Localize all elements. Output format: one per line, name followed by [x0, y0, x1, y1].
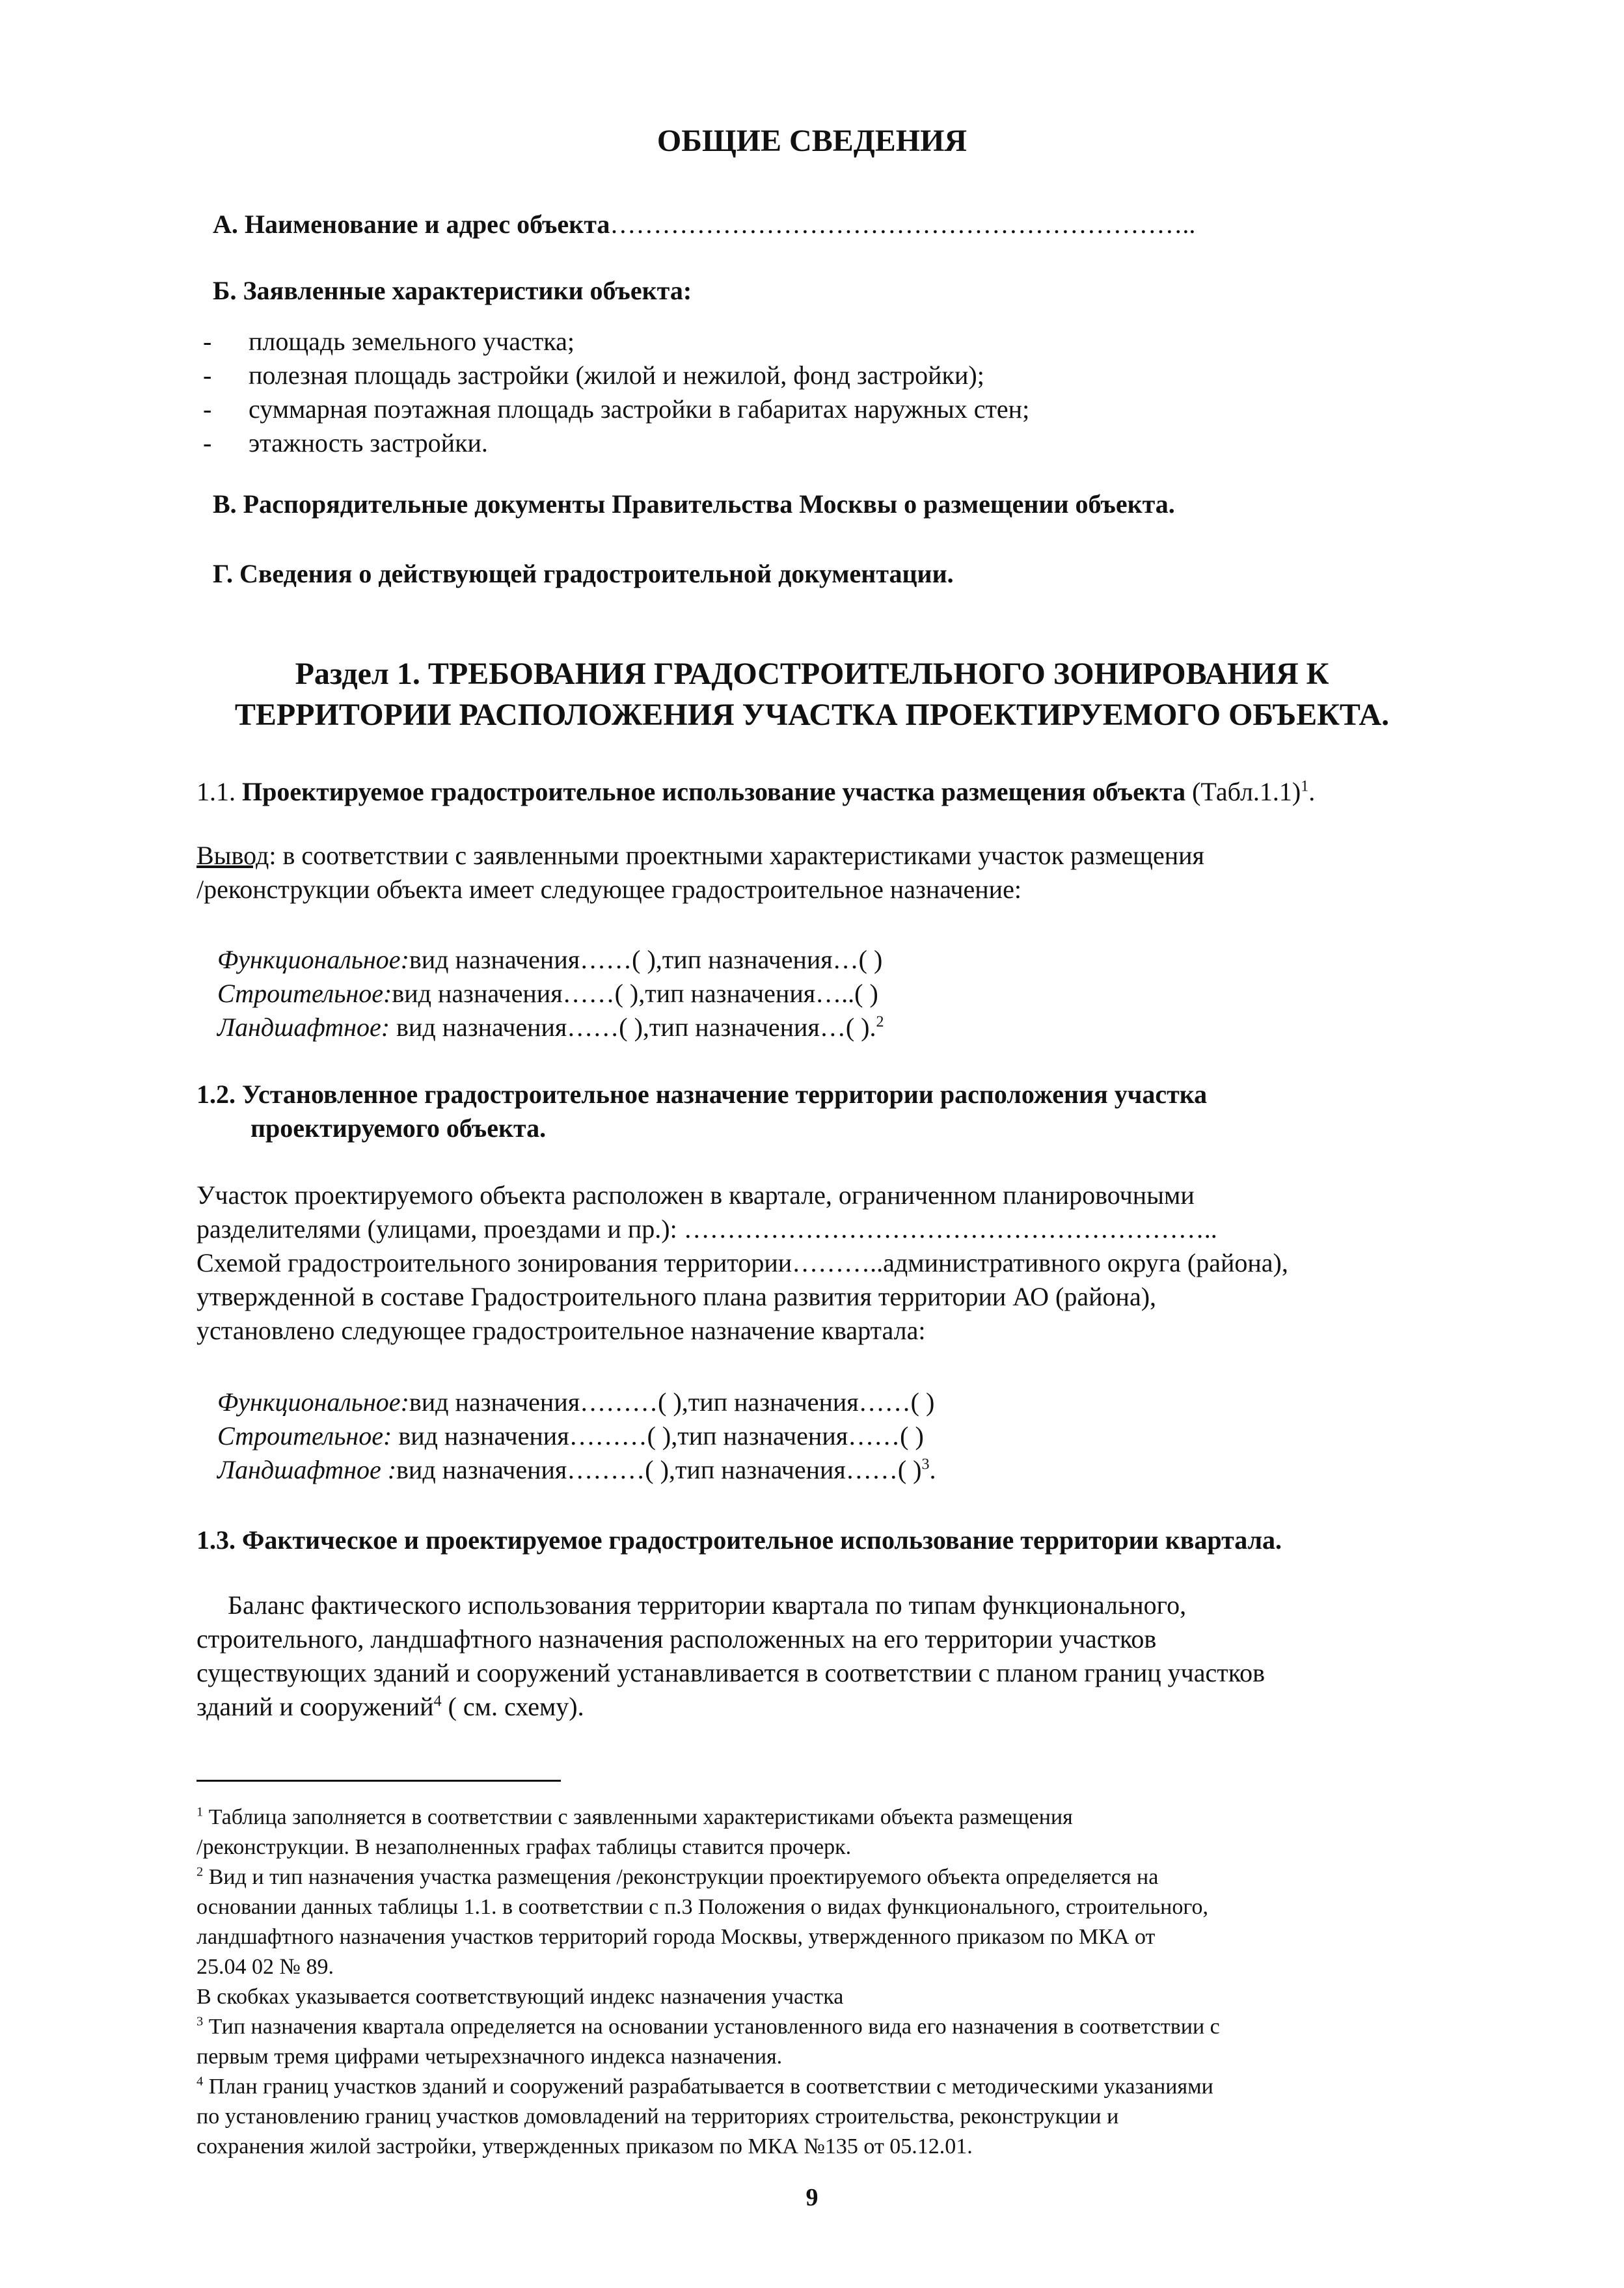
item-b-list-item: - суммарная поэтажная площадь застройки в габаритах наружных стен;	[203, 394, 1030, 424]
s13-paragraph-line: существующих зданий и сооружений устанавливается в соответствии с планом границ участков	[196, 1658, 1265, 1687]
conclusion-line2: /реконструкции объекта имеет следующее градостроительное назначение:	[196, 875, 1022, 904]
subsection-1-1-heading: 1.1. Проектируемое градостроительное использование участка размещения объекта (Табл.1.1)$^1$.	[196, 777, 1316, 806]
footnote-2-line: основании данных таблицы 1.1. в соответствии с п.3 Положения о видах функционального, строительного,	[196, 1895, 1208, 1919]
s12-row-construction: Строительное: вид назначения………( ),тип назначения……( )	[217, 1421, 924, 1450]
item-g: Г. Сведения о действующей градостроительной документации.	[213, 559, 954, 588]
s12-paragraph-line: установлено следующее градостроительное назначение квартала:	[196, 1316, 926, 1345]
page-title: ОБЩИЕ СВЕДЕНИЯ	[656, 124, 968, 158]
section-1-title-line2: ТЕРРИТОРИИ РАСПОЛОЖЕНИЯ УЧАСТКА ПРОЕКТИРУЕМОГО ОБЪЕКТА.	[234, 698, 1390, 732]
item-a-label: А. Наименование и адрес объекта	[213, 210, 610, 239]
s11-row-functional: Функциональное:вид назначения……( ),тип назначения…( )	[217, 945, 883, 974]
footnote-3-line: $^3$ Тип назначения квартала определяется на основании установленного вида его назначения в соответствии с	[196, 2014, 1220, 2039]
footnote-2-line: $^2$ Вид и тип назначения участка размещения /реконструкции проектируемого объекта определяется на	[196, 1864, 1159, 1889]
footnote-2-line: В скобках указывается соответствующий индекс назначения участка	[196, 1985, 844, 2009]
item-a	[213, 207, 1195, 242]
s11-row-landscape: Ландшафтное: вид назначения……( ),тип назначения…( ).$^2$	[217, 1013, 884, 1042]
footnote-4-line: сохранения жилой застройки, утвержденных приказом по МКА №135 от 05.12.01.	[196, 2134, 973, 2159]
footnote-4-line: по установлению границ участков домовладений на территориях строительства, реконструкции и	[196, 2104, 1119, 2129]
footnote-1-line: /реконструкции. В незаполненных графах таблицы ставится прочерк.	[196, 1835, 852, 1859]
item-b-list-item: - площадь земельного участка;	[203, 327, 575, 356]
footnote-2-line: ландшафтного назначения участков территорий города Москвы, утвержденного приказом по МКА от	[196, 1925, 1156, 1949]
item-a-dots: …………………………………………………………..	[610, 210, 1196, 239]
footnote-3-line: первым тремя цифрами четырехзначного индекса назначения.	[196, 2045, 783, 2069]
conclusion-line1: Вывод: в соответствии с заявленными проектными характеристиками участок размещения	[196, 841, 1204, 870]
s13-paragraph-line: Баланс фактического использования территории квартала по типам функционального,	[228, 1590, 1187, 1620]
section-1-title-line1: Раздел 1. ТРЕБОВАНИЯ ГРАДОСТРОИТЕЛЬНОГО ЗОНИРОВАНИЯ К	[295, 657, 1329, 691]
page-number: 9	[805, 2184, 819, 2211]
item-b-label: Б. Заявленные характеристики объекта:	[213, 276, 692, 305]
s13-paragraph-line: строительного, ландшафтного назначения расположенных на его территории участков	[196, 1624, 1157, 1654]
footnote-divider	[196, 1780, 561, 1782]
s12-row-landscape: Ландшафтное :вид назначения………( ),тип назначения……( )$^3$.	[217, 1455, 936, 1484]
footnote-4-line: $^4$ План границ участков зданий и сооружений разрабатывается в соответствии с методическими указаниями	[196, 2074, 1213, 2099]
subsection-1-2-heading-line1: 1.2. Установленное градостроительное назначение территории расположения участка	[196, 1080, 1208, 1109]
footnote-2-line: 25.04 02 № 89.	[196, 1955, 334, 1979]
s12-paragraph-line: Участок проектируемого объекта расположен в квартале, ограниченном планировочными	[196, 1180, 1195, 1210]
subsection-1-2-heading-line2: проектируемого объекта.	[250, 1113, 547, 1143]
s12-paragraph-line: утвержденной в составе Градостроительного плана развития территории АО (района),	[196, 1282, 1157, 1311]
item-v: В. Распорядительные документы Правительства Москвы о размещении объекта.	[213, 489, 1175, 519]
s12-row-functional: Функциональное:вид назначения………( ),тип назначения……( )	[217, 1387, 935, 1417]
item-b-list-item: - этажность застройки.	[203, 428, 488, 457]
s12-paragraph-line: разделителями (улицами, проездами и пр.): ……………………………………………………..	[196, 1214, 1217, 1244]
footnote-1-line: $^1$ Таблица заполняется в соответствии с заявленными характеристиками объекта размещения	[196, 1805, 1073, 1829]
s11-row-construction: Строительное:вид назначения……( ),тип назначения…..( )	[217, 979, 878, 1008]
subsection-1-3-heading: 1.3. Фактическое и проектируемое градостроительное использование территории квартала.	[196, 1525, 1282, 1555]
item-b-list-item: - полезная площадь застройки (жилой и нежилой, фонд застройки);	[203, 361, 984, 390]
s12-paragraph-line: Схемой градостроительного зонирования территории………..административного округа (района),	[196, 1248, 1288, 1277]
s13-paragraph-line: зданий и сооружений$^4$ ( см. схему).	[196, 1692, 584, 1721]
